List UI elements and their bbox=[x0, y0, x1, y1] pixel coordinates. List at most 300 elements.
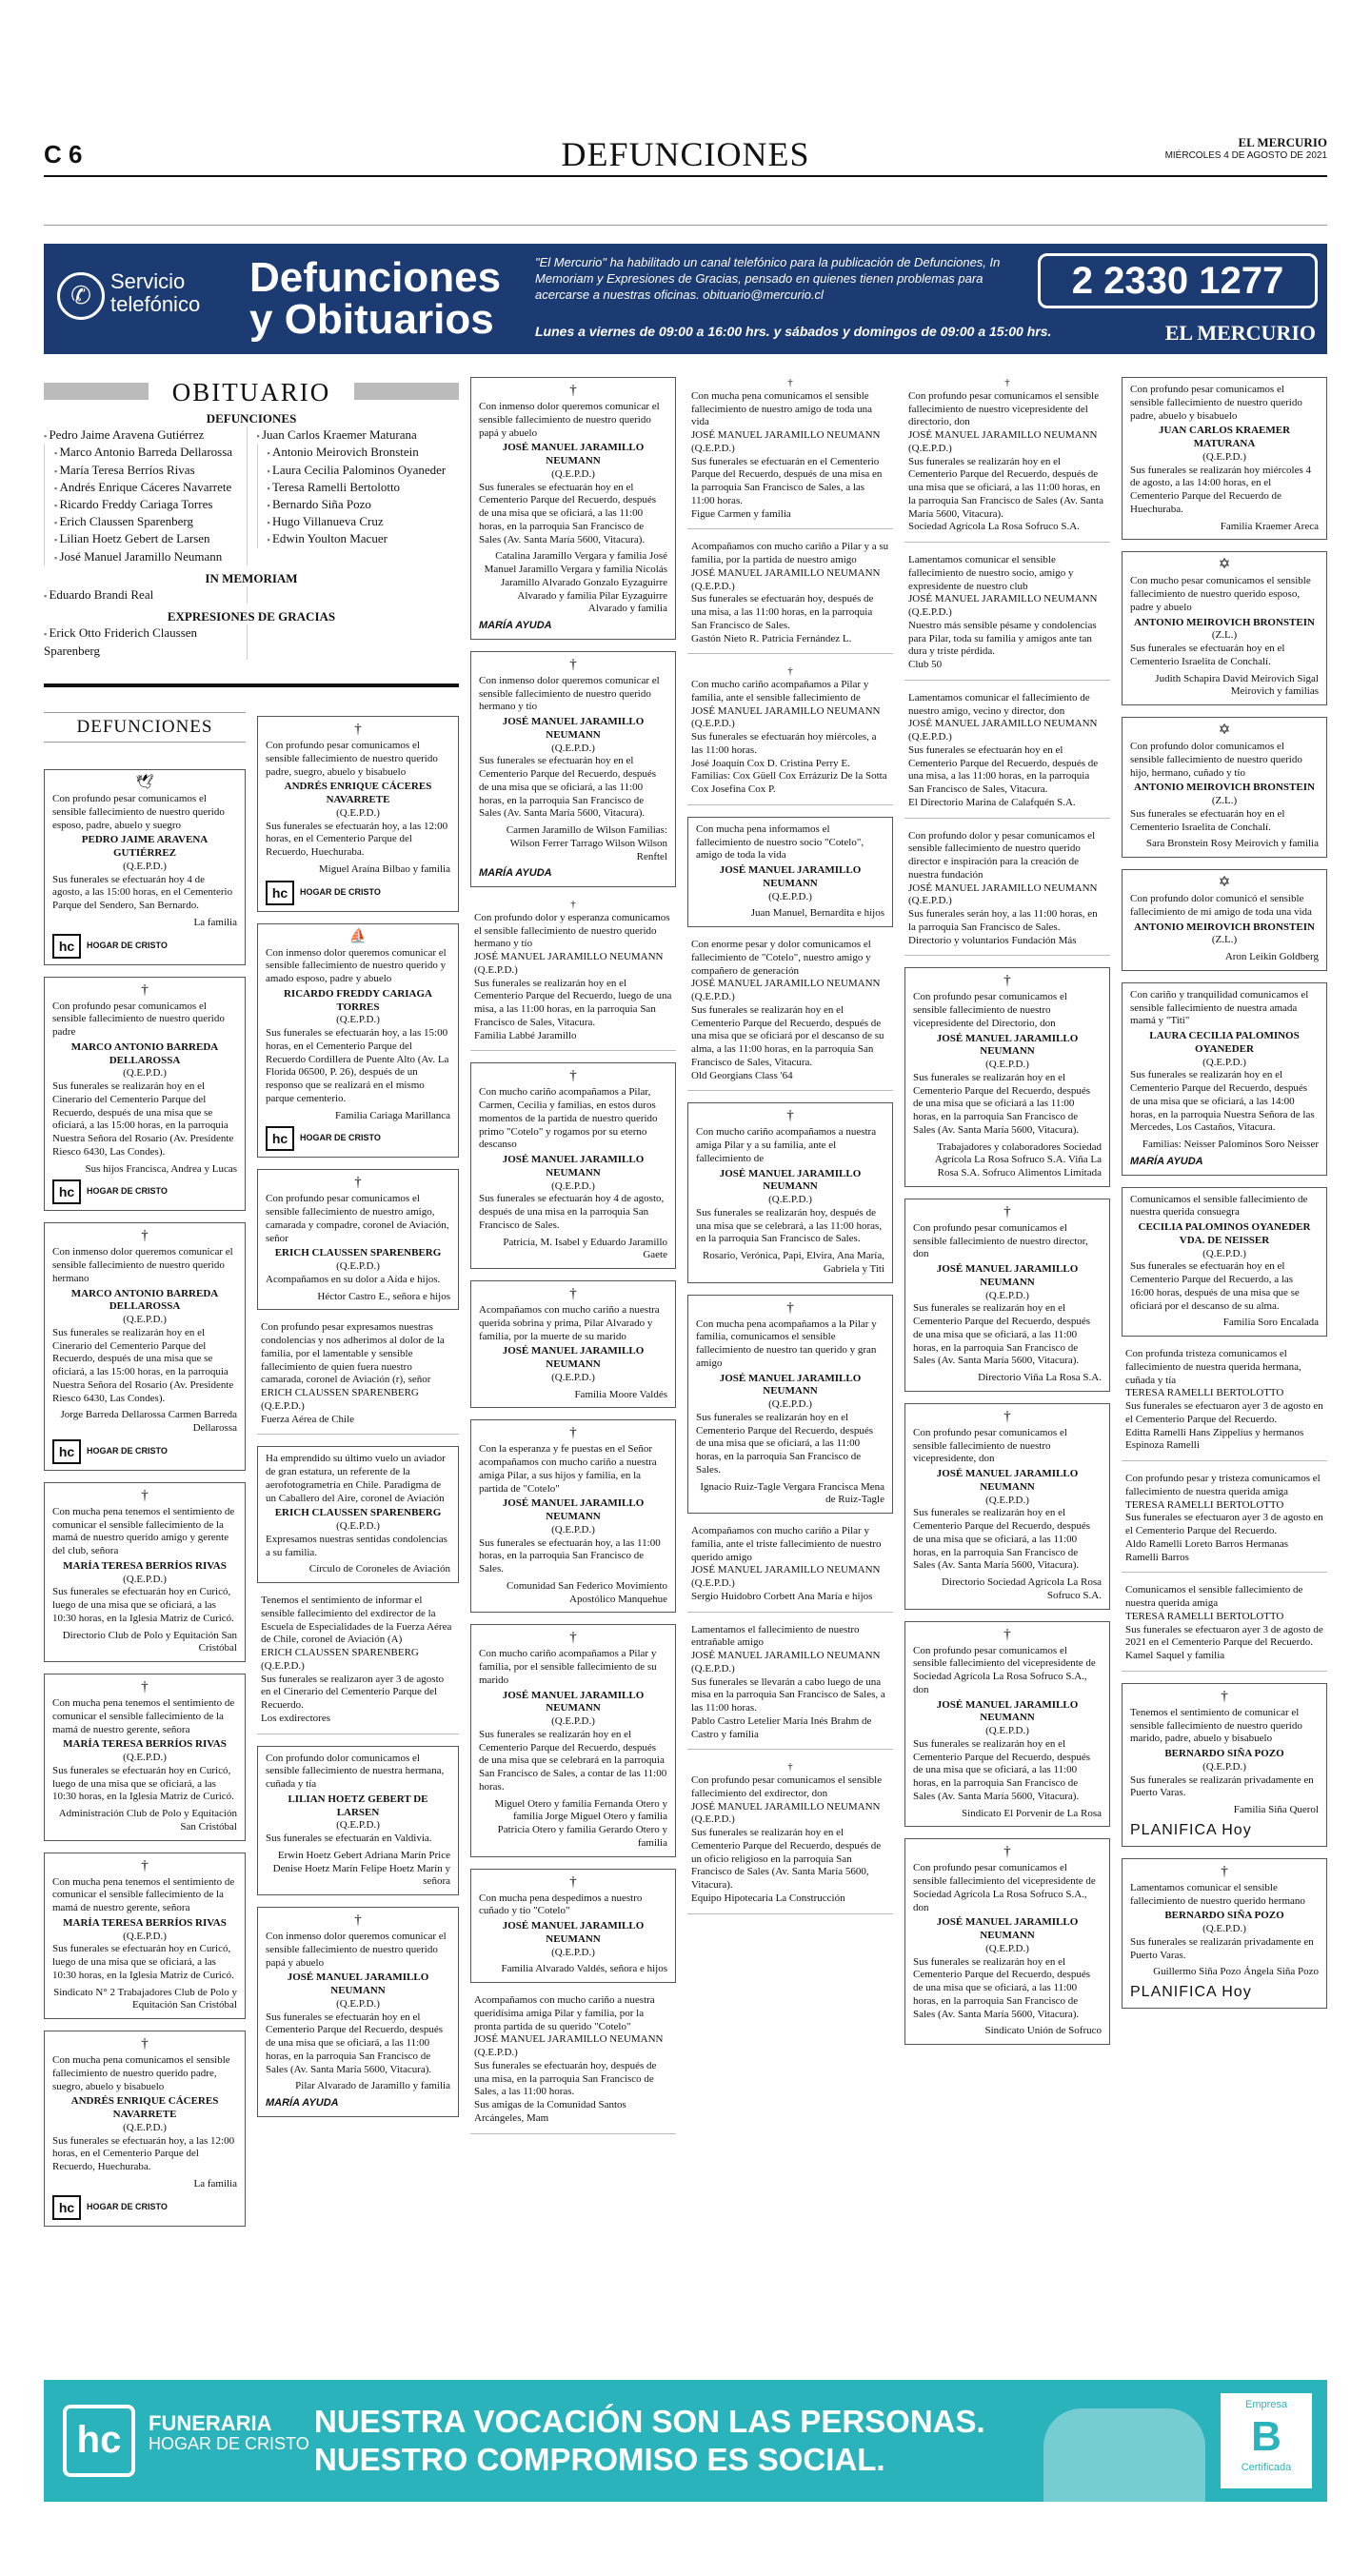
notice-signature: José Joaquín Cox D. Cristina Perry E. Familias: Cox Güell Cox Errázuriz De la Sotta Cox Josefina Cox P. bbox=[691, 757, 887, 795]
hands-illustration bbox=[1043, 2408, 1205, 2502]
funeral-details: Sus funerales se realizarán hoy en el Cementerio Parque del Recuerdo, después de un oficio religioso en la parroquia San Francisco de Sales (Av. Santa María 5600, Vitacura). bbox=[691, 1827, 882, 1891]
cross-icon: † bbox=[354, 722, 362, 737]
rip-mark: (Q.E.P.D.) bbox=[336, 806, 380, 819]
notice-signature: Directorio Club de Polo y Equitación San Cristóbal bbox=[62, 1629, 237, 1655]
rip-mark: (Q.E.P.D.) bbox=[691, 580, 735, 592]
notice-intro: Con mucho cariño acompañamos a Pilar, Carmen, Cecilia y familias, en estos duros momentos de la partida de nuestro querido primo "Cotelo" y rogamos por su eterno descanso bbox=[479, 1086, 658, 1151]
deceased-name: LAURA CECILIA PALOMINOS OYANEDER bbox=[1149, 1030, 1300, 1055]
death-notice bbox=[257, 1446, 459, 1583]
deceased-name: JOSÉ MANUEL JARAMILLO NEUMANN bbox=[691, 1800, 881, 1813]
notice-intro: Con cariño y tranquilidad comunicamos el sensible fallecimiento de nuestra amada mamá y "Titi" bbox=[1130, 988, 1309, 1027]
funeral-details: Sus funerales se efectuarán hoy en el Cementerio Parque del Recuerdo, después de una misa que se oficiará, a las 11:00 horas, en la parroquia San Francisco de Sales (Av. Santa María 5600, Vitacura). bbox=[266, 2011, 444, 2075]
death-notice bbox=[470, 1994, 676, 2134]
notice-intro: Con mucho cariño acompañamos a Pilar y familia, por el sensible fallecimiento de su marido bbox=[479, 1648, 657, 1686]
rip-mark: (Q.E.P.D.) bbox=[123, 1752, 167, 1763]
notice-signature: Los exdirectores bbox=[261, 1712, 330, 1724]
index-entry: ▪ Eduardo Brandi Real bbox=[44, 586, 247, 604]
notice-column-5 bbox=[904, 377, 1110, 2056]
cert-bottom: Certificada bbox=[1241, 2461, 1292, 2473]
funeral-details: Sus funerales se realizarán hoy miércoles 4 de agosto, a las 14:00 horas, en el Cementerio Parque del Recuerdo de Huechuraba. bbox=[1130, 464, 1311, 515]
rip-mark: (Q.E.P.D.) bbox=[123, 2121, 167, 2133]
deceased-name: JOSÉ MANUEL JARAMILLO NEUMANN bbox=[502, 1689, 645, 1714]
deceased-name: JOSÉ MANUEL JARAMILLO NEUMANN bbox=[719, 1167, 862, 1193]
funeral-details: Sus funerales se realizarán hoy, después de una misa que se celebrará, a las 11:00 horas, en la parroquia San Francisco de Sales. bbox=[696, 1206, 883, 1245]
rip-mark: (Q.E.P.D.) bbox=[123, 860, 167, 872]
obituary-index-header bbox=[44, 377, 459, 406]
death-notice bbox=[470, 1624, 676, 1856]
notice-signature: Familia Soro Encalada bbox=[1222, 1317, 1319, 1329]
notice-intro: Con mucha pena informamos el fallecimiento de nuestro socio "Cotelo", amigo de toda la vida bbox=[696, 822, 864, 862]
sailboat-icon: ⛵ bbox=[348, 928, 368, 944]
cross-icon: † bbox=[354, 1912, 362, 1928]
notice-signature: Juan Manuel, Bernardita e hijos bbox=[750, 907, 884, 920]
rip-mark: (Q.E.P.D.) bbox=[551, 467, 595, 480]
deceased-name: JOSÉ MANUEL JARAMILLO NEUMANN bbox=[502, 442, 645, 466]
hc-mark-icon: hc bbox=[52, 2195, 81, 2220]
death-notice bbox=[687, 665, 893, 805]
funeral-details: Sus funerales se realizarán privadamente en Puerto Varas. bbox=[1130, 1773, 1314, 1799]
cross-icon: † bbox=[354, 1175, 362, 1191]
cross-icon: † bbox=[569, 656, 577, 672]
hogar-de-cristo-logo bbox=[52, 1179, 237, 1204]
index-entry: ▪ Erick Otto Friderich Claussen Sparenberg bbox=[44, 624, 247, 659]
notice-signature: Sociedad Agrícola La Rosa Sofruco S.A. bbox=[908, 521, 1080, 533]
rip-mark: (Q.E.P.D.) bbox=[551, 1946, 595, 1958]
notice-signature: Familia Cariaga Marillanca bbox=[335, 1109, 450, 1121]
death-notice bbox=[257, 1321, 459, 1435]
notice-intro: Acompañamos con mucho cariño a nuestra querida sobrina y prima, Pilar Alvarado y familia, por la muerte de su marido bbox=[479, 1304, 660, 1342]
notice-signature: Directorio Sociedad Agrícola La Rosa Sofruco S.A. bbox=[941, 1576, 1102, 1601]
deceased-name: TERESA RAMELLI BERTOLOTTO bbox=[1125, 1387, 1284, 1399]
funeral-details: Sus funerales se efectuarán hoy en el Cementerio Parque del Recuerdo, después de una misa que se oficiará, a las 11:00 horas, en la parroquia San Francisco de Sales (Av. Santa María 5600, Vitacura). bbox=[479, 755, 657, 820]
notice-column-1 bbox=[44, 769, 246, 2238]
notice-intro: Con profundo dolor y esperanza comunicamos el sensible fallecimiento de nuestro querido hermano y tío bbox=[474, 911, 670, 950]
notice-column-3 bbox=[470, 377, 676, 2146]
index-entry: ▪ Laura Cecilia Palominos Oyaneder bbox=[257, 462, 460, 479]
notice-signature: Familia Moore Valdés bbox=[574, 1388, 667, 1400]
death-notice bbox=[257, 1907, 459, 2117]
index-entry: ▪ Erich Claussen Sparenberg bbox=[44, 513, 247, 530]
cross-icon: † bbox=[1221, 1688, 1228, 1704]
death-notice bbox=[904, 1199, 1110, 1392]
death-notice bbox=[1122, 551, 1327, 705]
funeral-details: Sus funerales se efectuarán en Valdivia. bbox=[266, 1833, 432, 1844]
deceased-name: JOSÉ MANUEL JARAMILLO NEUMANN bbox=[502, 1497, 645, 1522]
notice-signature: Old Georgians Class '64 bbox=[691, 1069, 793, 1081]
death-notice bbox=[1122, 1584, 1327, 1672]
death-notice bbox=[257, 923, 459, 1159]
cross-icon: † bbox=[141, 2036, 149, 2051]
index-defunciones-label: DEFUNCIONES bbox=[206, 411, 297, 426]
death-notice bbox=[687, 541, 893, 654]
rip-mark: (Q.E.P.D.) bbox=[336, 1819, 380, 1832]
death-notice bbox=[470, 377, 676, 640]
notice-signature: Patricia, M. Isabel y Eduardo Jaramillo Gaete bbox=[503, 1236, 667, 1261]
death-notice bbox=[904, 830, 1110, 957]
death-notice bbox=[1122, 1473, 1327, 1573]
notice-intro: Con profundo dolor comunicó el sensible fallecimiento de mi amigo de toda una vida bbox=[1130, 893, 1312, 918]
hogar-de-cristo-logo bbox=[52, 934, 237, 959]
death-notice bbox=[257, 1746, 459, 1896]
notice-signature: Directorio y voluntarios Fundación Más bbox=[908, 934, 1077, 946]
cross-icon: † bbox=[141, 981, 149, 998]
cross-icon: † bbox=[141, 1228, 149, 1244]
death-notice bbox=[44, 769, 246, 965]
cross-icon: † bbox=[786, 1108, 794, 1124]
death-notice bbox=[904, 377, 1110, 543]
rip-mark: (Q.E.P.D.) bbox=[336, 1520, 380, 1532]
hc-mark-icon: hc bbox=[52, 934, 81, 959]
deceased-name: ANDRÉS ENRIQUE CÁCERES NAVARRETE bbox=[70, 2095, 219, 2120]
rip-mark: (Z.L.) bbox=[1211, 629, 1238, 642]
notice-signature: Guillermo Siña Pozo Ángela Siña Pozo bbox=[1153, 1966, 1319, 1978]
notice-intro: Con profundo dolor comunicamos el sensible fallecimiento de nuestra hermana, cuñada y tía bbox=[266, 1752, 445, 1790]
rip-mark: (Q.E.P.D.) bbox=[691, 718, 735, 730]
deceased-name: ERICH CLAUSSEN SPARENBERG bbox=[274, 1247, 442, 1259]
index-entry: ▪ Antonio Meirovich Bronstein bbox=[257, 444, 460, 461]
death-notice bbox=[687, 817, 893, 927]
deceased-name: JOSÉ MANUEL JARAMILLO NEUMANN bbox=[936, 1263, 1079, 1288]
deceased-name: JOSÉ MANUEL JARAMILLO NEUMANN bbox=[502, 1920, 645, 1945]
deceased-name: JOSÉ MANUEL JARAMILLO NEUMANN bbox=[936, 1916, 1079, 1941]
notice-signature: Judith Schapira David Meirovich Sigal Meirovich y familias bbox=[1155, 672, 1319, 698]
defunciones-heading: DEFUNCIONES bbox=[44, 712, 246, 743]
notice-intro: Con profundo dolor comunicamos el sensible fallecimiento de nuestro querido hijo, hermano, cuñado y tío bbox=[1130, 741, 1302, 779]
cross-icon: † bbox=[141, 1679, 149, 1694]
decorative-bar bbox=[354, 383, 459, 400]
index-memoriam-empty bbox=[247, 586, 460, 604]
funeral-details: Sus funerales se efectuarán en el Cementerio Parque del Recuerdo, después de una misa en la parroquia San Francisco de Sales, a las 11:00 horas. bbox=[691, 455, 883, 506]
notice-column-2 bbox=[257, 716, 459, 2129]
death-notice bbox=[470, 651, 676, 887]
cert-top: Empresa bbox=[1244, 2399, 1288, 2410]
funeral-details: Sus funerales se efectuarán hoy 4 de agosto, a las 15:00 horas, en el Cementerio Parque del Sendero, San Bernardo. bbox=[52, 873, 233, 911]
death-notice bbox=[1122, 1683, 1327, 1847]
notice-intro: Con profundo pesar y tristeza comunicamos el fallecimiento de nuestra querida amiga bbox=[1125, 1473, 1321, 1497]
deceased-name: JOSÉ MANUEL JARAMILLO NEUMANN bbox=[691, 1564, 881, 1576]
logo-text: HOGAR DE CRISTO bbox=[300, 1133, 381, 1143]
rip-mark: (Q.E.P.D.) bbox=[123, 1067, 167, 1080]
deceased-name: BERNARDO SIÑA POZO bbox=[1164, 1910, 1284, 1922]
rip-mark: (Q.E.P.D.) bbox=[691, 991, 735, 1002]
funeral-details: Nuestro más sensible pésame y condolencias para Pilar, toda su familia y amigos ante tan dura y triste pérdida. bbox=[908, 619, 1097, 658]
deceased-name: MARÍA TERESA BERRÍOS RIVAS bbox=[63, 1738, 227, 1751]
funeral-details: Sus funerales se efectuarán hoy, después de una misa, a las 11:00 horas, en la parroquia San Francisco de Sales. bbox=[691, 593, 874, 631]
deceased-name: MARCO ANTONIO BARREDA DELLAROSSA bbox=[70, 1287, 219, 1313]
index-gracias-list bbox=[44, 624, 459, 659]
deceased-name: ANTONIO MEIROVICH BRONSTEIN bbox=[1134, 921, 1315, 933]
rip-mark: (Q.E.P.D.) bbox=[985, 1059, 1029, 1070]
death-notice bbox=[257, 1169, 459, 1310]
deceased-name: JOSÉ MANUEL JARAMILLO NEUMANN bbox=[691, 429, 881, 441]
funeral-details: Sus funerales se realizarán hoy en el Cinerario del Cementerio Parque del Recuerdo, después de una misa que se oficiará, a las 15:00 horas, en la parroquia Nuestra Señora del Rosario (Av. Presidente Riesco 6430, Las Condes). bbox=[52, 1080, 234, 1158]
maria-ayuda-logo: MARÍA AYUDA bbox=[266, 2097, 339, 2109]
death-notice bbox=[687, 1102, 893, 1282]
deceased-name: RICARDO FREDDY CARIAGA TORRES bbox=[283, 987, 433, 1013]
funeral-details: Sus funerales se realizarán hoy en el Cementerio Parque del Recuerdo, después de una misa que se oficiará a las 11:00 horas, en la parroquia San Francisco de Sales (Av. Santa María 5600, Vitacura). bbox=[913, 1071, 1091, 1136]
rip-mark: (Q.E.P.D.) bbox=[985, 1289, 1029, 1301]
star-of-david-icon: ✡ bbox=[1218, 723, 1231, 738]
banner-title-line1: Defunciones bbox=[249, 254, 502, 301]
index-list-right bbox=[247, 426, 460, 565]
funeral-details: Sus funerales se realizaron ayer 3 de agosto en el Cinerario del Cementerio Parque del Recuerdo. bbox=[261, 1673, 445, 1711]
notice-signature: Directorio Viña La Rosa S.A. bbox=[978, 1372, 1102, 1383]
star-of-david-icon: ✡ bbox=[1218, 875, 1231, 890]
deceased-name: JOSÉ MANUEL JARAMILLO NEUMANN bbox=[474, 2033, 664, 2046]
notice-intro: Comunicamos el sensible fallecimiento de nuestra querida consuegra bbox=[1130, 1193, 1308, 1219]
funeral-details: Sus funerales se realizarán hoy en el Cinerario del Cementerio Parque del Recuerdo, después de una misa que se oficiará, a las 15:00 horas, en la parroquia Nuestra Señora del Rosario (Av. Presidente Riesco 6430, Las Condes). bbox=[52, 1326, 234, 1404]
rip-mark: (Q.E.P.D.) bbox=[768, 890, 812, 902]
notice-signature: El Directorio Marina de Calafquén S.A. bbox=[908, 796, 1076, 808]
notice-intro: Con profundo pesar comunicamos el sensible fallecimiento de nuestro vicepresidente, don bbox=[913, 1426, 1067, 1465]
notice-signature: Catalina Jaramillo Vergara y familia José Manuel Jaramillo Vergara y familia Nicolás Jaramillo Alvarado Gonzalo Eyzaguirre Alvarado y familia Pilar Eyzaguirre Alvarado y familia bbox=[484, 550, 667, 615]
notice-intro: Con enorme pesar y dolor comunicamos el fallecimiento de "Cotelo", nuestro amigo y compañero de generación bbox=[691, 939, 871, 977]
hc-mark-icon: hc bbox=[52, 1179, 81, 1204]
index-entry: ▪ Ricardo Freddy Cariaga Torres bbox=[44, 496, 247, 513]
notice-signature: Sindicato El Porvenir de La Rosa bbox=[962, 1807, 1102, 1819]
deceased-name: ERICH CLAUSSEN SPARENBERG bbox=[261, 1387, 419, 1398]
deceased-name: JOSÉ MANUEL JARAMILLO NEUMANN bbox=[719, 864, 862, 889]
cross-icon: † bbox=[1004, 377, 1010, 388]
notice-intro: Con inmenso dolor queremos comunicar el sensible fallecimiento de nuestro querido hermano bbox=[52, 1246, 233, 1284]
rip-mark: (Q.E.P.D.) bbox=[551, 1523, 595, 1536]
death-notice bbox=[257, 716, 459, 912]
cross-icon: † bbox=[569, 1630, 577, 1646]
death-notice bbox=[44, 1222, 246, 1471]
notice-intro: Con mucho cariño acompañamos a nuestra amiga Pilar y a su familia, ante el fallecimiento de bbox=[696, 1126, 877, 1164]
deceased-name: JOSÉ MANUEL JARAMILLO NEUMANN bbox=[691, 978, 881, 990]
phone-service-banner bbox=[44, 244, 1327, 354]
deceased-name: JOSÉ MANUEL JARAMILLO NEUMANN bbox=[691, 704, 881, 717]
rip-mark: (Q.E.P.D.) bbox=[1202, 1760, 1246, 1773]
notice-signature: Héctor Castro E., señora e hijos bbox=[317, 1290, 450, 1302]
hogar-de-cristo-logo bbox=[52, 2195, 237, 2220]
death-notice bbox=[904, 1621, 1110, 1828]
banner-phone[interactable]: 2 2330 1277 bbox=[1038, 253, 1318, 308]
deceased-name: MARCO ANTONIO BARREDA DELLAROSSA bbox=[70, 1040, 219, 1066]
notice-signature: Sus amigas de la Comunidad Santos Arcángeles, Mam bbox=[474, 2099, 626, 2124]
deceased-name: JOSÉ MANUEL JARAMILLO NEUMANN bbox=[908, 593, 1098, 605]
death-notice bbox=[257, 1595, 459, 1734]
notice-signature: Carmen Jaramillo de Wilson Familias: Wilson Ferrer Tarrago Wilson Wilson Renftel bbox=[506, 824, 667, 862]
deceased-name: JUAN CARLOS KRAEMER MATURANA bbox=[1158, 425, 1291, 449]
rip-mark: (Q.E.P.D.) bbox=[1202, 1247, 1246, 1259]
death-notice bbox=[904, 692, 1110, 819]
notice-intro: Tenemos el sentimiento de informar el sensible fallecimiento del exdirector de la Escuela de Especialidades de la Fuerza Aérea de Chile, coronel de Aviación (A) bbox=[261, 1595, 452, 1646]
notice-column-6 bbox=[1122, 377, 1327, 2020]
index-entry: ▪ Pedro Jaime Aravena Gutiérrez bbox=[44, 426, 247, 444]
hogar-de-cristo-logo bbox=[266, 1126, 450, 1151]
rip-mark: (Q.E.P.D.) bbox=[985, 1942, 1029, 1954]
rip-mark: (Q.E.P.D.) bbox=[261, 1659, 305, 1672]
notice-signature: Aron Leikin Goldberg bbox=[1224, 951, 1319, 962]
notice-intro: Con mucha pena tenemos el sentimiento de comunicar el sensible fallecimiento de la mamá de nuestro gerente, señora bbox=[52, 1697, 235, 1735]
notice-signature: Editta Ramelli Hans Zippelius y hermanos Espinoza Ramelli bbox=[1125, 1426, 1304, 1452]
dove-icon: 🕊 bbox=[135, 775, 154, 790]
notice-signature: La familia bbox=[193, 916, 237, 928]
notice-intro: Con la esperanza y fe puestas en el Señor acompañamos con mucho cariño a nuestra amiga Pilar, a sus hijos y familia, en la partida de "Cotelo" bbox=[479, 1443, 657, 1495]
notice-signature: Sindicato Unión de Sofruco bbox=[984, 2025, 1102, 2037]
rip-mark: (Q.E.P.D.) bbox=[336, 1014, 380, 1026]
hc-mark-icon: hc bbox=[266, 1126, 294, 1151]
divider bbox=[44, 225, 1327, 226]
death-notice bbox=[1122, 717, 1327, 858]
cross-icon: † bbox=[569, 1425, 577, 1441]
death-notice bbox=[1122, 869, 1327, 971]
deceased-name: PEDRO JAIME ARAVENA GUTIÉRREZ bbox=[81, 834, 209, 859]
deceased-name: JOSÉ MANUEL JARAMILLO NEUMANN bbox=[908, 429, 1098, 441]
deceased-name: ERICH CLAUSSEN SPARENBERG bbox=[261, 1647, 419, 1658]
death-notice bbox=[44, 1674, 246, 1841]
notice-signature: Fuerza Aérea de Chile bbox=[261, 1413, 355, 1425]
newspaper-brand: EL MERCURIO bbox=[1238, 135, 1327, 149]
death-notice bbox=[470, 1280, 676, 1408]
rip-mark: (Q.E.P.D.) bbox=[474, 2047, 518, 2058]
hogar-de-cristo-logo: hc bbox=[63, 2405, 135, 2477]
funeral-details: Sus funerales se efectuarán hoy, a las 12:00 horas, en el Cementerio Parque del Recuerdo, Huechuraba. bbox=[266, 820, 448, 858]
deceased-name: ANTONIO MEIROVICH BRONSTEIN bbox=[1134, 782, 1315, 794]
index-entry: ▪ Bernardo Siña Pozo bbox=[257, 496, 460, 513]
notice-intro: Con profundo pesar comunicamos el sensible fallecimiento de nuestro querido esposo, padre, abuelo y suegro bbox=[52, 793, 225, 831]
rip-mark: (Q.E.P.D.) bbox=[691, 442, 735, 454]
notice-column-4 bbox=[687, 377, 893, 1926]
notice-signature: Familia Kraemer Areca bbox=[1220, 520, 1319, 532]
hogar-de-cristo-logo bbox=[266, 881, 450, 905]
funeral-details: Sus funerales se efectuaron ayer 3 de agosto en el Cementerio Parque del Recuerdo. bbox=[1125, 1400, 1323, 1425]
notice-intro: Lamentamos comunicar el fallecimiento de nuestro amigo, vecino y director, don bbox=[908, 691, 1090, 717]
notice-intro: Con profundo pesar comunicamos el sensible fallecimiento de nuestro director, don bbox=[913, 1221, 1088, 1260]
deceased-name: CECILIA PALOMINOS OYANEDER VDA. DE NEISSER bbox=[1138, 1221, 1311, 1246]
cross-icon: † bbox=[569, 1873, 577, 1890]
death-notice bbox=[1122, 1187, 1327, 1338]
cross-icon: † bbox=[1003, 973, 1011, 989]
funeral-details: Sus funerales se efectuarán hoy en Curicó, luego de una misa que se oficiará, a las 10:30 horas, en la Iglesia Matriz de Curicó. bbox=[52, 1943, 234, 1981]
deceased-name: JOSÉ MANUEL JARAMILLO NEUMANN bbox=[936, 1032, 1079, 1058]
funeral-details: Sus funerales se realizarán hoy en el Cementerio Parque del Recuerdo, después de una misa que se oficiará, a las 11:00 horas, en la parroquia San Francisco de Sales (Av. Santa María 5600, Vitacura). bbox=[913, 1507, 1091, 1572]
slogan-line2: NUESTRO COMPROMISO ES SOCIAL. bbox=[314, 2441, 885, 2477]
rip-mark: (Q.E.P.D.) bbox=[123, 1573, 167, 1585]
notice-intro: Con inmenso dolor queremos comunicar el sensible fallecimiento de nuestro querido papá y abuelo bbox=[266, 1931, 447, 1969]
index-gracias-label: EXPRESIONES DE GRACIAS bbox=[167, 609, 336, 624]
death-notice bbox=[44, 1853, 246, 2020]
deceased-name: JOSÉ MANUEL JARAMILLO NEUMANN bbox=[502, 1345, 645, 1370]
notice-signature: Pablo Castro Letelier María Inés Brahm de Castro y familia bbox=[691, 1714, 872, 1740]
notice-intro: Con profundo dolor y pesar comunicamos el sensible fallecimiento de nuestro querido director e inspiración para la creación de nuestra fundación bbox=[908, 829, 1096, 881]
deceased-name: JOSÉ MANUEL JARAMILLO NEUMANN bbox=[719, 1372, 862, 1397]
notice-intro: Con profundo pesar comunicamos el sensible fallecimiento de nuestro querido padre, abuelo y bisabuelo bbox=[1130, 384, 1302, 422]
funeral-details: Sus funerales se efectuarán hoy en el Cementerio Israelita de Conchalí. bbox=[1130, 807, 1285, 833]
deceased-name: LILIAN HOETZ GEBERT DE LARSEN bbox=[288, 1793, 428, 1818]
star-of-david-icon: ✡ bbox=[1218, 557, 1231, 573]
deceased-name: JOSÉ MANUEL JARAMILLO NEUMANN bbox=[502, 1154, 645, 1179]
logo-text: HOGAR DE CRISTO bbox=[87, 1445, 168, 1456]
planifica-logo: PLANIFICA Hoy bbox=[1130, 1821, 1252, 1838]
decorative-bar bbox=[44, 383, 149, 400]
notice-signature: Sus hijos Francisca, Andrea y Lucas bbox=[85, 1162, 237, 1175]
cross-icon: † bbox=[569, 1068, 577, 1084]
death-notice bbox=[470, 1869, 676, 1984]
death-notice bbox=[687, 1761, 893, 1913]
notice-intro: Acompañamos con mucho cariño a Pilar y a su familia, por la partida de nuestro amigo bbox=[691, 541, 889, 565]
funeral-details: Sus funerales se efectuarán hoy, a las 15:00 horas, en el Cementerio Parque del Recuerdo Cordillera de Puente Alto (Av. La Florida 06500, P. 26), después de un responso que se realizará en el mismo parque cementerio. bbox=[266, 1027, 449, 1104]
deceased-name: ERICH CLAUSSEN SPARENBERG bbox=[274, 1507, 442, 1519]
funeral-details: Sus funerales se efectuarán hoy, a las 11:00 horas, en la parroquia San Francisco de Sales. bbox=[479, 1536, 661, 1575]
maria-ayuda-logo: MARÍA AYUDA bbox=[479, 867, 552, 880]
cross-icon: † bbox=[569, 1286, 577, 1301]
notice-intro: Con inmenso dolor queremos comunicar el sensible fallecimiento de nuestro querido hermano y tío bbox=[479, 674, 660, 713]
funeral-details: Sus funerales se realizarán hoy en el Cementerio Parque del Recuerdo, después de una misa que se celebrará en la parroquia San Francisco de Sales, a contar de las 11:00 horas. bbox=[479, 1728, 667, 1793]
notice-intro: Acompañamos con mucho cariño a nuestra queridísima amiga Pilar y familia, por la pronta partida de su querido "Cotelo" bbox=[474, 1994, 655, 2032]
cross-icon: † bbox=[1221, 1863, 1228, 1879]
deceased-name: ANTONIO MEIROVICH BRONSTEIN bbox=[1134, 616, 1315, 628]
notice-intro: Lamentamos el fallecimiento de nuestro entrañable amigo bbox=[691, 1623, 860, 1649]
death-notice bbox=[470, 1419, 676, 1613]
rip-mark: (Q.E.P.D.) bbox=[985, 1725, 1029, 1736]
funeral-details: Sus funerales se realizarán hoy en el Cementerio Parque del Recuerdo, después de una misa que se oficiará, a las 14:00 horas, en la parroquia Nuestra Señora de las Mercedes, Los Castaños, Vitacura. bbox=[1130, 1069, 1315, 1134]
index-entry: ▪ Andrés Enrique Cáceres Navarrete bbox=[44, 479, 247, 496]
notice-signature: Miguel Araína Bilbao y familia bbox=[318, 862, 450, 875]
banner-text: "El Mercurio" ha habilitado un canal telefónico para la publicación de Defunciones, In Memoriam y Expresiones de Gracias, pensado en quienes tienen problemas para acercarse a nuestras oficinas. obituario@mercurio.cl bbox=[535, 255, 1001, 302]
deceased-name: JOSÉ MANUEL JARAMILLO NEUMANN bbox=[908, 718, 1098, 730]
death-notice bbox=[470, 899, 676, 1051]
death-notice bbox=[687, 939, 893, 1091]
funeraria-name-top: FUNERARIA bbox=[149, 2411, 272, 2435]
section-title: DEFUNCIONES bbox=[561, 135, 810, 173]
notice-intro: Con profundo pesar comunicamos el sensible fallecimiento del vicepresidente de Sociedad Agrícola La Rosa Sofruco S.A., don bbox=[913, 1644, 1096, 1695]
rip-mark: (Q.E.P.D.) bbox=[261, 1399, 305, 1412]
index-list-left bbox=[44, 426, 247, 565]
banner-title bbox=[249, 254, 502, 343]
hogar-de-cristo-logo bbox=[52, 1439, 237, 1464]
deceased-name: TERESA RAMELLI BERTOLOTTO bbox=[1125, 1498, 1284, 1511]
cross-icon: † bbox=[787, 665, 793, 678]
funeral-details: Sus funerales serán hoy, a las 11:00 horas, en la parroquia San Francisco de Sales. bbox=[908, 908, 1098, 933]
cross-icon: † bbox=[570, 899, 576, 910]
rip-mark: (Q.E.P.D.) bbox=[1202, 1056, 1246, 1068]
death-notice bbox=[470, 1062, 676, 1269]
rip-mark: (Q.E.P.D.) bbox=[551, 1371, 595, 1383]
notice-intro: Con mucha pena comunicamos el sensible fallecimiento de nuestro querido padre, suegro, abuelo y bisabuelo bbox=[52, 2054, 230, 2092]
death-notice bbox=[687, 1525, 893, 1613]
deceased-name: JOSÉ MANUEL JARAMILLO NEUMANN bbox=[908, 882, 1098, 894]
deceased-name: JOSÉ MANUEL JARAMILLO NEUMANN bbox=[936, 1468, 1079, 1493]
notice-signature: Familias: Neisser Palominos Soro Neisser bbox=[1142, 1139, 1319, 1150]
notice-intro: Con profundo pesar comunicamos el sensible fallecimiento de nuestro vicepresidente del Directorio, don bbox=[913, 991, 1067, 1029]
rip-mark: (Q.E.P.D.) bbox=[908, 606, 952, 618]
notice-intro: Con mucha pena comunicamos el sensible fallecimiento de nuestro amigo de toda una vida bbox=[691, 389, 872, 428]
death-notice bbox=[904, 554, 1110, 681]
deceased-name: JOSÉ MANUEL JARAMILLO NEUMANN bbox=[474, 951, 664, 962]
slogan-line1: NUESTRA VOCACIÓN SON LAS PERSONAS. bbox=[314, 2404, 985, 2439]
death-notice bbox=[44, 977, 246, 1212]
b-corp-icon: B bbox=[1251, 2412, 1282, 2460]
funeraria-ad bbox=[44, 2380, 1327, 2502]
funeral-details: Sus funerales se efectuarán hoy en el Cementerio Parque del Recuerdo, después de una misa, a las 11:00 horas, en la parroquia San Francisco de Sales, Vitacura. bbox=[908, 743, 1099, 795]
funeral-details: Sus funerales se realizarán hoy en el Cementerio Parque del Recuerdo, luego de una misa, a las 11:00 horas, en la parroquia San Francisco de Sales, Vitacura. bbox=[474, 977, 672, 1028]
cross-icon: † bbox=[786, 1299, 794, 1316]
cross-icon: † bbox=[1003, 1626, 1011, 1642]
deceased-name: JOSÉ MANUEL JARAMILLO NEUMANN bbox=[691, 1650, 881, 1661]
funeral-details: Acompañamos en su dolor a Aída e hijos. bbox=[266, 1273, 441, 1285]
notice-intro: Con profunda tristeza comunicamos el fallecimiento de nuestra querida hermana, cuñada y tía bbox=[1125, 1348, 1301, 1386]
funeral-details: Expresamos nuestras sentidas condolencias a su familia. bbox=[266, 1533, 447, 1558]
notice-intro: Ha emprendido su último vuelo un aviador de gran estatura, un referente de la aerofotogrametría en Chile. Paradigma de un Caballero del Aire, coronel de Aviación bbox=[266, 1453, 446, 1504]
notice-signature: Erwin Hoetz Gebert Adriana Marín Price Denise Hoetz Marín Felipe Hoetz Marín y señora bbox=[272, 1849, 450, 1888]
logo-text: HOGAR DE CRISTO bbox=[87, 2201, 168, 2211]
notice-intro: Con mucha pena acompañamos a la Pilar y familia, comunicamos el sensible fallecimiento de nuestro tan querido y gran amigo bbox=[696, 1318, 877, 1369]
rip-mark: (Q.E.P.D.) bbox=[123, 1314, 167, 1325]
notice-intro: Lamentamos comunicar el sensible fallecimiento de nuestro querido hermano bbox=[1130, 1881, 1305, 1907]
